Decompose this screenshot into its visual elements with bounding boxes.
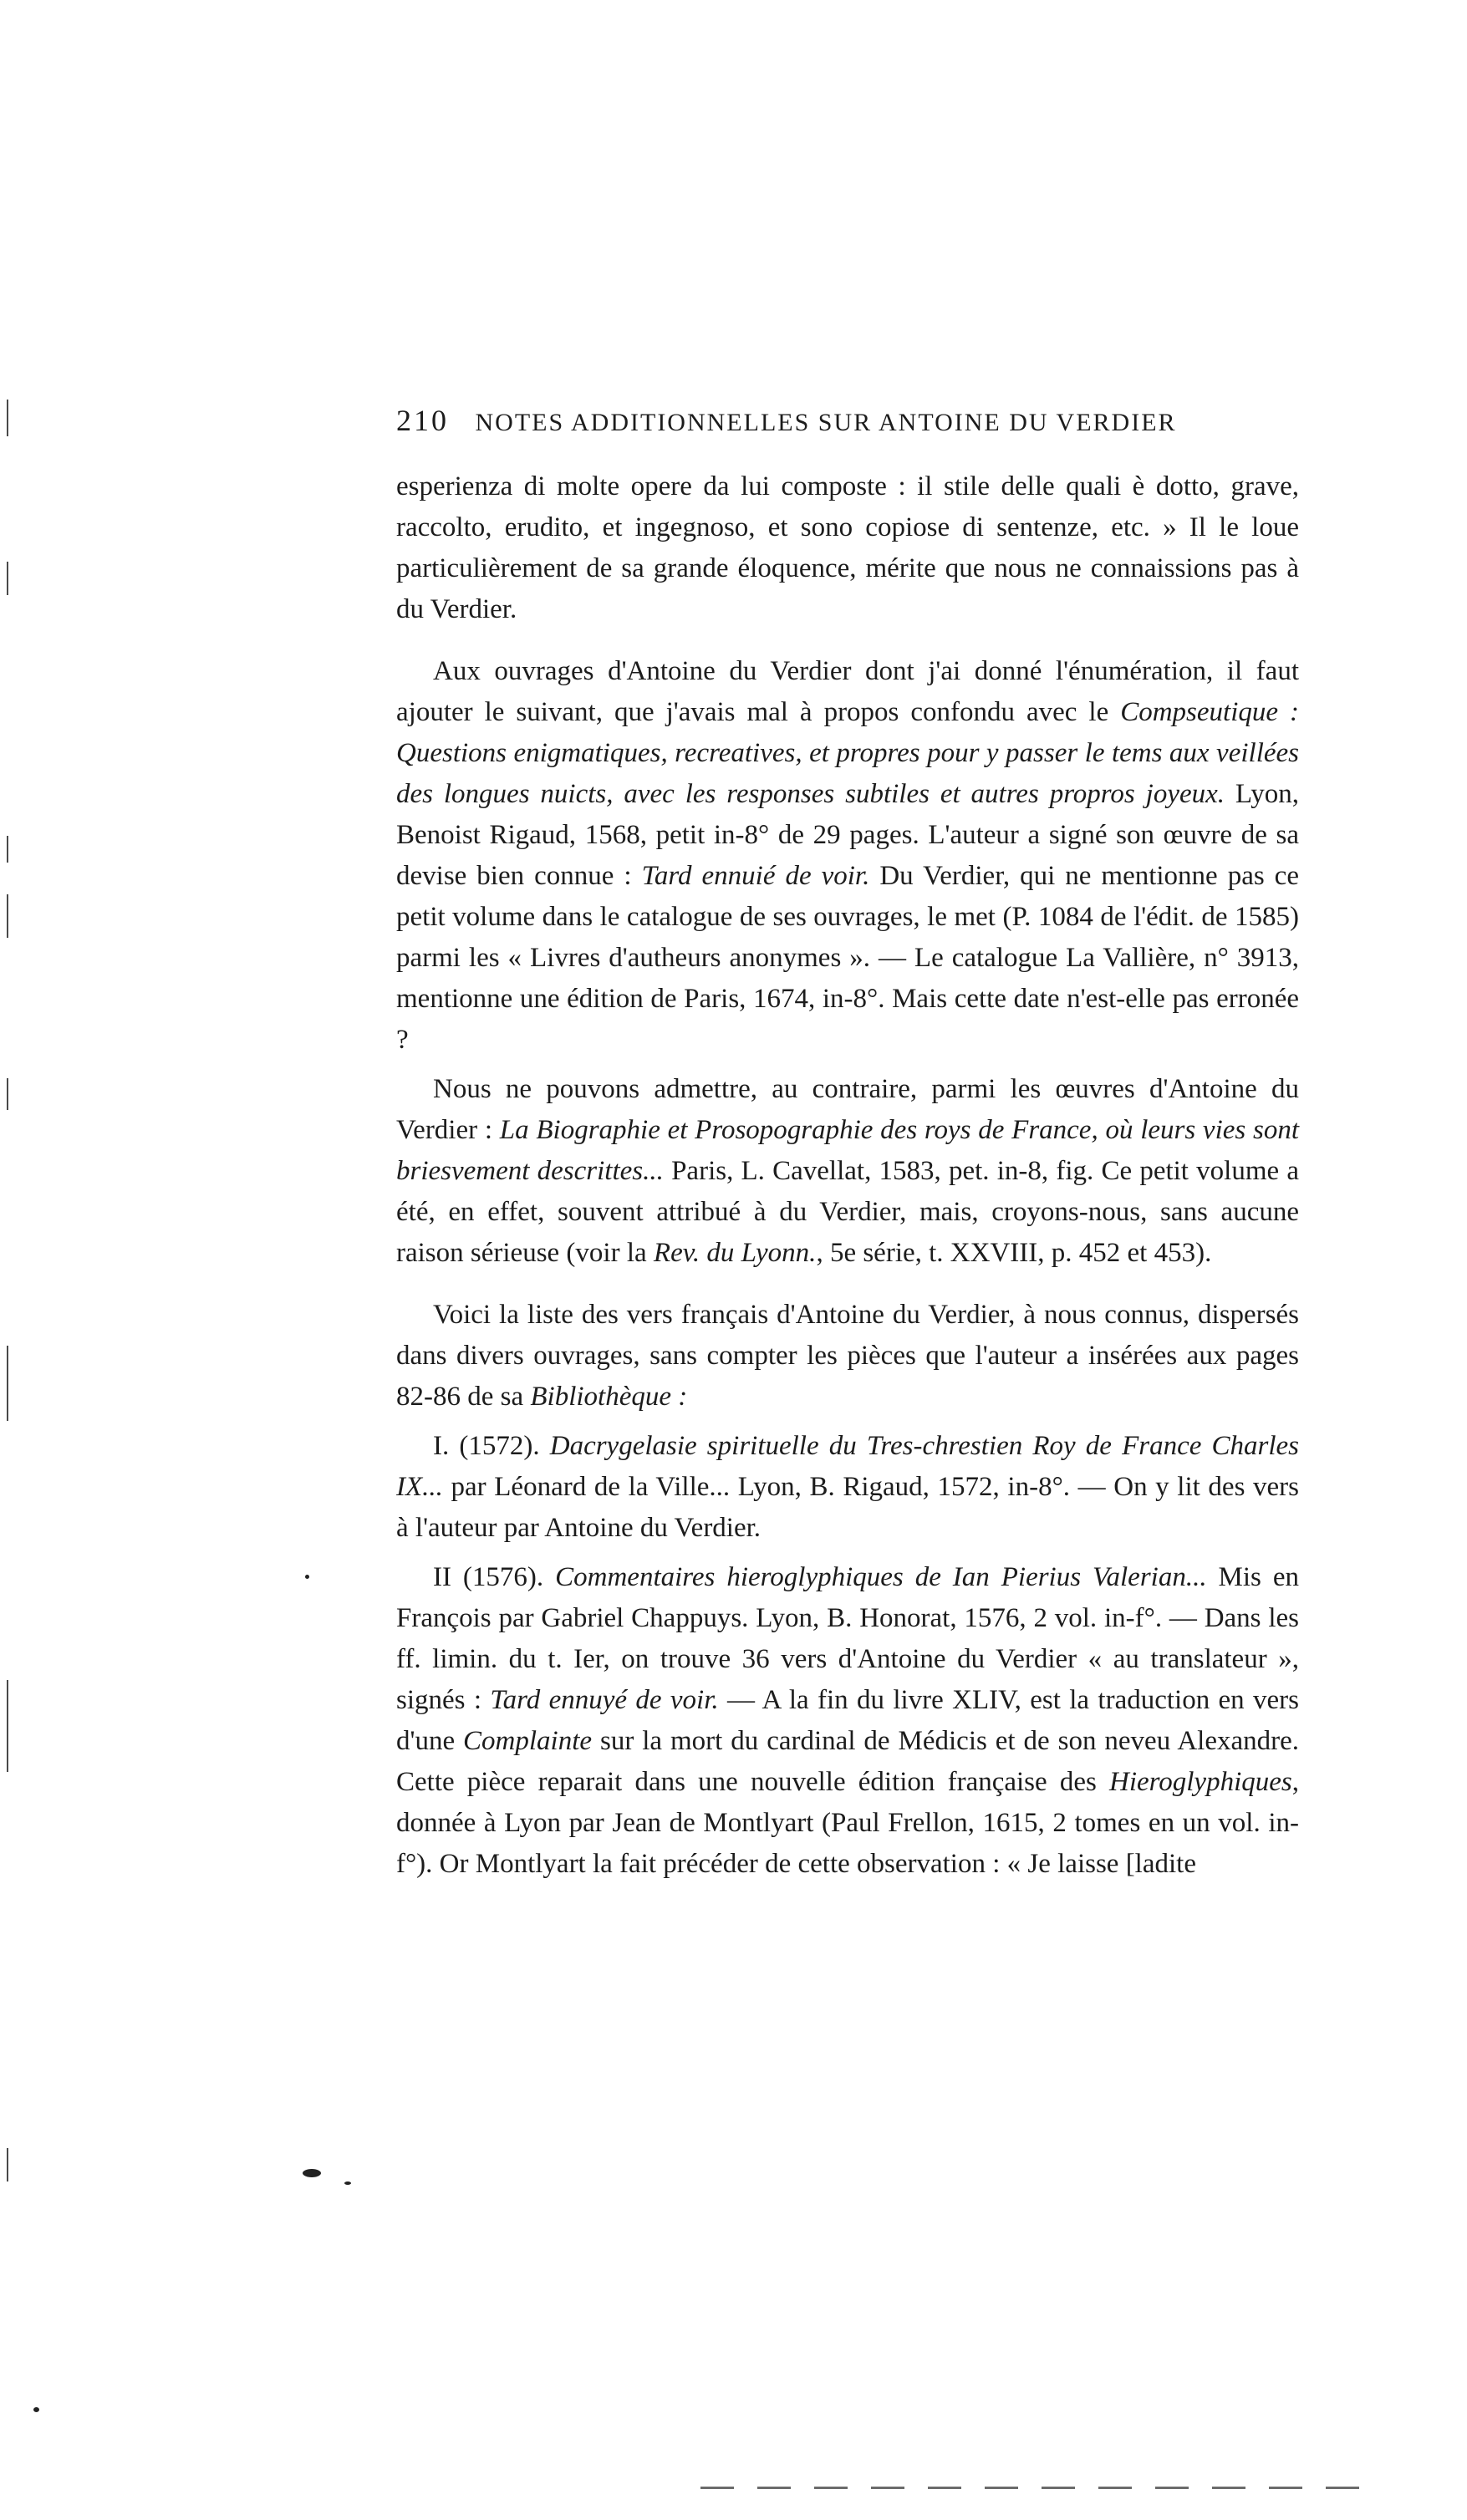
paragraph xyxy=(396,466,1299,630)
body-text xyxy=(396,466,1299,1885)
italic-title-run: La Biographie et Prosopographie des roys de France, où leurs vies sont briesvement descrittes... xyxy=(396,1115,1299,1186)
scan-edge-mark xyxy=(7,1680,8,1772)
text-run: — A la fin du livre XLIV, est la traduction en vers d'une xyxy=(396,1685,1299,1756)
running-title: NOTES ADDITIONNELLES SUR ANTOINE DU VERDIER xyxy=(475,409,1177,436)
ink-blot xyxy=(344,2181,351,2185)
text-run: Aux ouvrages d'Antoine du Verdier dont j'ai donné l'énumération, il faut ajouter le suivant, que j'avais mal à propos confondu avec le xyxy=(396,656,1299,727)
scan-edge-mark xyxy=(7,562,8,595)
text-run: , 5e série, t. XXVIII, p. 452 et 453). xyxy=(816,1238,1212,1268)
scan-edge-mark xyxy=(7,1346,8,1421)
italic-title-run: Dacrygelasie spirituelle du Tres-chrestien Roy de France Charles IX... xyxy=(396,1431,1300,1502)
ink-blot xyxy=(303,2169,321,2177)
italic-title-run: Compseutique : Questions enigmatiques, recreatives, et propres pour y passer le tems aux veillées des longues nuicts, avec les responses subtiles et autres propros joyeux. xyxy=(396,697,1300,809)
text-run: esperienza di molte opere da lui composte : il stile delle quali è dotto, grave, raccolto, erudito, et ingegnoso, et sono copiose di sentenze, etc. » Il le loue particulièrement de sa grande éloquence, mérite que nous ne connaissions pas à du Verdier. xyxy=(396,471,1299,624)
italic-title-run: Tard ennuyé de voir. xyxy=(490,1685,719,1715)
text-run: Paris, L. Cavellat, 1583, pet. in-8, fig. Ce petit volume a été, en effet, souvent attribué à du Verdier, mais, croyons-nous, sans aucune raison sérieuse (voir la xyxy=(396,1156,1300,1268)
text-run: I. (1572). xyxy=(433,1431,550,1461)
paragraph xyxy=(396,1426,1299,1549)
text-run: sur la mort du cardinal de Médicis et de son neveu Alexandre. Cette pièce reparait dans une nouvelle édition française des xyxy=(396,1726,1300,1797)
paragraph xyxy=(396,1557,1299,1885)
ink-blot xyxy=(305,1575,309,1579)
running-header xyxy=(396,403,1316,438)
italic-title-run: Rev. du Lyonn. xyxy=(653,1238,817,1268)
italic-title-run: Complainte xyxy=(463,1726,593,1756)
paragraph xyxy=(396,651,1299,1061)
text-run: Mis en François par Gabriel Chappuys. Lyon, B. Honorat, 1576, 2 vol. in-f°. — Dans les ff. limin. du t. Ier, on trouve 36 vers d'Antoine du Verdier « au translateur », signés : xyxy=(396,1562,1299,1715)
ink-blot xyxy=(33,2407,39,2412)
text-run: Voici la liste des vers français d'Antoine du Verdier, à nous connus, dispersés dans divers ouvrages, sans compter les pièces que l'auteur a insérées aux pages 82-86 de sa xyxy=(396,1300,1299,1412)
text-run: II (1576). xyxy=(433,1562,556,1592)
paragraph xyxy=(396,1069,1299,1274)
scan-edge-mark xyxy=(7,400,8,436)
page-number: 210 xyxy=(396,404,449,437)
scan-edge-mark xyxy=(7,894,8,938)
italic-title-run: Hieroglyphiques xyxy=(1109,1767,1292,1797)
scan-edge-mark xyxy=(7,836,8,863)
text-run: Lyon, Benoist Rigaud, 1568, petit in-8° de 29 pages. L'auteur a signé son œuvre de sa devise bien connue : xyxy=(396,779,1300,891)
text-run: , donnée à Lyon par Jean de Montlyart (Paul Frellon, 1615, 2 tomes en un vol. in-f°). Or Montlyart la fait précéder de cette observation : « Je laisse [ladite xyxy=(396,1767,1299,1879)
scan-edge-mark xyxy=(7,1078,8,1110)
text-run: par Léonard de la Ville... Lyon, B. Rigaud, 1572, in-8°. — On y lit des vers à l'auteur par Antoine du Verdier. xyxy=(396,1472,1299,1543)
scan-edge-mark xyxy=(7,2148,8,2181)
italic-title-run: Commentaires hieroglyphiques de Ian Pierius Valerian... xyxy=(555,1562,1207,1592)
italic-title-run: Bibliothèque : xyxy=(530,1382,688,1412)
scan-bottom-marks xyxy=(700,2487,1428,2490)
paragraph xyxy=(396,1295,1299,1418)
text-run: Nous ne pouvons admettre, au contraire, parmi les œuvres d'Antoine du Verdier : xyxy=(396,1074,1299,1145)
italic-title-run: Tard ennuié de voir. xyxy=(641,861,870,891)
text-run: Du Verdier, qui ne mentionne pas ce petit volume dans le catalogue de ses ouvrages, le met (P. 1084 de l'édit. de 1585) parmi les « Livres d'autheurs anonymes ». — Le catalogue La Vallière, n° 3913, mentionne une édition de Paris, 1674, in-8°. Mais cette date n'est-elle pas erronée ? xyxy=(396,861,1299,1055)
